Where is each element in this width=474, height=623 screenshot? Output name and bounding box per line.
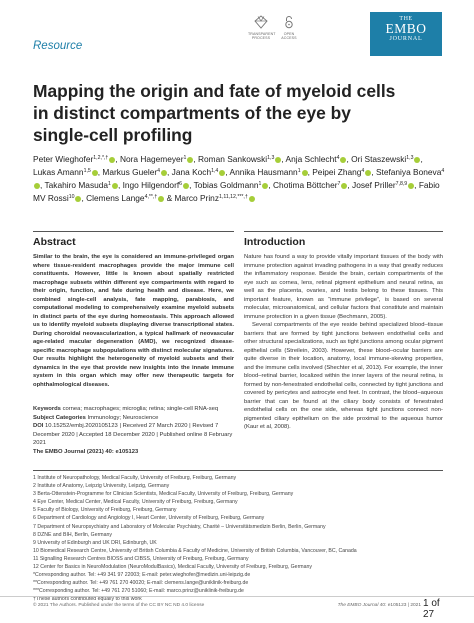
- keywords-value: cornea; macrophages; microglia; retina; single-cell RNA-seq: [62, 406, 219, 412]
- author-name: Chotima Böttcher$^7$: [273, 180, 341, 190]
- article-title: [33, 80, 443, 146]
- subject-label: Subject Categories: [33, 414, 86, 421]
- orcid-icon[interactable]: [109, 157, 115, 163]
- orcid-icon[interactable]: [249, 196, 255, 202]
- orcid-icon[interactable]: [75, 196, 81, 202]
- abstract-heading: Abstract: [33, 236, 76, 248]
- page-current: 1: [423, 598, 429, 609]
- footer-journal-info: [325, 603, 421, 608]
- affiliation-item: 3 Berta-Ottenstein-Programme for Clinician Scientists, Medical Faculty, University of Freiburg, Freiburg, Germany: [33, 491, 294, 498]
- affiliation-item: 2 Institute of Anatomy, Leipzig University, Leipzig, Germany: [33, 483, 170, 490]
- author-name: Peipei Zhang$^4$: [312, 167, 365, 177]
- citation-line: [33, 448, 234, 457]
- author-name: Peter Wieghofer$^{1,2,*,\dagger}$: [33, 154, 109, 164]
- page-number: [423, 598, 451, 620]
- orcid-icon[interactable]: [414, 157, 420, 163]
- orcid-icon[interactable]: [158, 196, 164, 202]
- orcid-icon[interactable]: [275, 157, 281, 163]
- abstract-divider: [33, 231, 234, 232]
- page-header: [0, 0, 474, 62]
- orcid-icon[interactable]: [34, 183, 40, 189]
- title-line: single-cell profiling: [33, 125, 193, 145]
- orcid-icon[interactable]: [92, 170, 98, 176]
- keywords-label: Keywords: [33, 406, 61, 412]
- footer-volume: 40: e105123 | 2021: [379, 603, 421, 608]
- title-line: Mapping the origin and fate of myeloid cells: [33, 81, 396, 101]
- author-name: Marco Prinz$^{1,11,12,***,\dagger}$: [174, 193, 248, 203]
- dates: | Received 27 March 2020 | Revised 7 December 2020 | Accepted 18 December 2020 | Published online 8 February 2021: [33, 423, 233, 446]
- affiliation-item: 8 DZNE and BIH, Berlin, Germany: [33, 531, 112, 538]
- orcid-icon[interactable]: [161, 170, 167, 176]
- affiliation-item: 6 Department of Cardiology and Angiology I, Heart Center, University of Freiburg, Freiburg, Germany: [33, 515, 265, 522]
- intro-paragraph: Several compartments of the eye reside behind specialized blood–tissue barriers that are formed by tight junctions between endothelial cells and other structural specializations, such as tight junctions among ocular pigment epithelial cells (Streilein, 2003). However, these blood–ocular barriers are quite diverse in their location, anatomy, local immune-skewing properties, and the immune cells involved (Shechter et al, 2013). For example, the inner blood–retinal barrier, localized within the inner layers of the neural retina, is formed by non-fenestrated endothelial cells, connected by tight junctions and covered by pericytes and astrocyte end feet. In contrast, the blood–aqueous barrier that can be found at the ciliary body consists of fenestrated endothelial cells on the one side, whereas tight junctions connect non-pigmented ciliary epithelium on the side proximal to the aqueous humor (Kaur et al, 2008).: [244, 322, 443, 430]
- doi-label: DOI: [33, 423, 44, 429]
- author-name: Fabio MV Rossi$^{10}$: [33, 180, 440, 203]
- transparent-label-1: TRANSPARENT: [248, 32, 276, 36]
- orcid-icon[interactable]: [187, 157, 193, 163]
- orcid-icon[interactable]: [183, 183, 189, 189]
- affiliation-item: 11 Signalling Research Centres BIOSS and CIBSS, University of Freiburg, Freiburg, Germany: [33, 555, 249, 562]
- diamond-icon: [254, 15, 268, 29]
- author-name: Ori Staszewski$^{1,3}$: [351, 154, 414, 164]
- abstract-text: Similar to the brain, the eye is considered an immune-privileged organ where tissue-resident macrophages provide the major immune cell constituents. However, little is known about spatially restricted macrophage subsets within different eye compartments with regard to their origin, function, and fate during health and disease. Here, we combined single-cell analysis, fate mapping, parabiosis, and computational modeling to comprehensively examine myeloid subsets in distinct parts of the eye during homeostasis. This approach allowed us to identify myeloid subsets displaying diverse transcriptional states. During choroidal neovascularization, a typical hallmark of neovascular age-related macular degeneration (AMD), we recognized disease-specific macrophage subpopulations with distinct molecular signatures. Our results highlight the heterogeneity of myeloid subsets and their dynamics in the eye that provide new insights into the innate immune system in this organ which may offer new therapeutic targets for ophthalmological diseases.: [33, 254, 234, 388]
- affiliation-item: 5 Faculty of Biology, University of Freiburg, Freiburg, Germany: [33, 507, 177, 514]
- logo-journal: JOURNAL: [389, 36, 423, 42]
- author-name: Josef Priller$^{7,8,9}$: [352, 180, 408, 190]
- transparent-process-badge[interactable]: [248, 15, 274, 41]
- embo-journal-logo[interactable]: [370, 12, 442, 56]
- author-name: Takahiro Masuda$^1$: [44, 180, 111, 190]
- footer-journal-name: The EMBO Journal: [337, 603, 379, 608]
- orcid-icon[interactable]: [112, 183, 118, 189]
- subject-line: [33, 414, 234, 423]
- intro-paragraph: Nature has found a way to provide vitally important tissues of the body with immune protection against invading pathogens in a way that greatly reduces the inflammatory response. Beside the brain, certain compartments of the eye such as cornea, lens, retinal pigment epithelium and neural retina, as well as the placenta, ovaries, and testis belong to these tissues. This important feature, known as “immune privilege”, is based on several molecular, microanatomical, and cellular factors that constitute and maintain immune protection in a given tissue (Bechmann, 2005).: [244, 254, 443, 320]
- author-name: Jana Koch$^{1,4}$: [171, 167, 219, 177]
- affiliation-item: 7 Department of Neuropsychiatry and Laboratory of Molecular Psychiatry, Charité – Universitätsmedizin Berlin, Berlin, Germany: [33, 523, 326, 530]
- page-total: of 27: [423, 598, 440, 620]
- author-name: Roman Sankowski$^{1,3}$: [198, 154, 275, 164]
- keywords-line: [33, 405, 234, 414]
- transparent-label-2: PROCESS: [251, 36, 271, 41]
- badges: [248, 15, 304, 55]
- author-name: Markus Gueler$^4$: [102, 167, 161, 177]
- footer-copyright: © 2021 The Authors. Published under the terms of the CC BY NC ND 4.0 license: [33, 603, 205, 608]
- author-name: Stefaniya Boneva$^4$: [375, 167, 445, 177]
- title-line: in distinct compartments of the eye by: [33, 103, 351, 123]
- author-name: Ingo Hilgendorf$^6$: [122, 180, 183, 190]
- orcid-icon[interactable]: [365, 170, 371, 176]
- open-label-2: ACCESS: [281, 36, 297, 41]
- citation: The EMBO Journal (2021) 40: e105123: [33, 448, 139, 455]
- open-label-1: OPEN: [283, 32, 295, 36]
- orcid-icon[interactable]: [219, 170, 225, 176]
- doi-link[interactable]: 10.15252/embj.2020105123: [45, 423, 118, 429]
- author-name: Tobias Goldmann$^1$: [193, 180, 262, 190]
- affiliations-divider: [33, 470, 443, 471]
- orcid-icon[interactable]: [302, 170, 308, 176]
- orcid-icon[interactable]: [340, 157, 346, 163]
- author-name: Lukas Amann$^{1,5}$: [33, 167, 91, 177]
- orcid-icon[interactable]: [408, 183, 414, 189]
- affiliation-item: 1 Institute of Neuropathology, Medical Faculty, University of Freiburg, Freiburg, Germany: [33, 475, 237, 481]
- affiliation-item: **Corresponding author. Tel: +49 761 270 40020; E-mail: clemens.lange@uniklinik-freiburg.de: [33, 580, 249, 587]
- affiliation-item: ***Corresponding author. Tel: +49 761 270 51060; E-mail: marco.prinz@uniklinik-freiburg.de: [33, 588, 244, 595]
- author-name: Nora Hagemeyer$^1$: [119, 154, 187, 164]
- introduction-text: [244, 253, 443, 432]
- author-list: Peter Wieghofer$^{1,2,*,\dagger}$ , Nora Hagemeyer$^1$ , Roman Sankowski$^{1,3}$ , Anja Schlecht$^4$ , Ori Staszewski$^{1,3}$ , Lukas Amann$^{1,5}$ , Markus Gueler$^4$ , Jana Koch$^{1,4}$ , Annika Hausmann$^1$ , Peipei Zhang$^4$ , Stefaniya Boneva$^4$, Takahiro Masuda$^1$ , Ingo Hilgendorf$^6$ , Tobias Goldmann$^1$ , Chotima Böttcher$^7$ , Josef Priller$^{7,8,9}$ , Fabio MV Rossi$^{10}$ , Clemens Lange$^{4,**,\dagger}$ & Marco Prinz$^{1,11,12,***,\dagger}$: [33, 154, 445, 203]
- affiliations-list: [33, 474, 443, 604]
- author-name: Clemens Lange$^{4,**,\dagger}$: [86, 193, 158, 203]
- affiliation-item: 10 Biomedical Research Centre, University of British Columbia & Faculty of Medicine, University of British Columbia, Vancouver, BC, Canada: [33, 547, 357, 554]
- affiliation-item: 9 University of Edinburgh and UK DRI, Edinburgh, UK: [33, 539, 157, 546]
- affiliation-item: †These authors contributed equally to this work: [33, 596, 142, 603]
- introduction-heading: Introduction: [244, 236, 306, 248]
- article-metadata: [33, 405, 234, 456]
- affiliation-item: 4 Eye Center, Medical Center, Medical Faculty, University of Freiburg, Freiburg, Germany: [33, 499, 238, 506]
- affiliation-item: 12 Center for Basics in NeuroModulation (NeuroModulBasics), Medical Faculty, University of Freiburg, Freiburg, Germany: [33, 564, 312, 571]
- subject-value: Immunology; Neuroscience: [87, 414, 159, 421]
- orcid-icon[interactable]: [341, 183, 347, 189]
- footer-divider: [0, 596, 474, 597]
- author-name: Annika Hausmann$^1$: [229, 167, 301, 177]
- author-name: Anja Schlecht$^4$: [285, 154, 340, 164]
- logo-embo: EMBO: [385, 21, 427, 36]
- open-access-badge[interactable]: [276, 15, 302, 41]
- affiliation-item: *Corresponding author. Tel: +49 341 97 22003; E-mail: peter.wieghofer@medizin.uni-leipzig.de: [33, 572, 251, 579]
- orcid-icon[interactable]: [262, 183, 268, 189]
- open-lock-icon: [282, 15, 296, 29]
- doi-dates-line: [33, 422, 234, 448]
- logo-the: THE: [399, 16, 413, 22]
- introduction-divider: [244, 231, 443, 232]
- article-type-label: Resource: [33, 40, 83, 52]
